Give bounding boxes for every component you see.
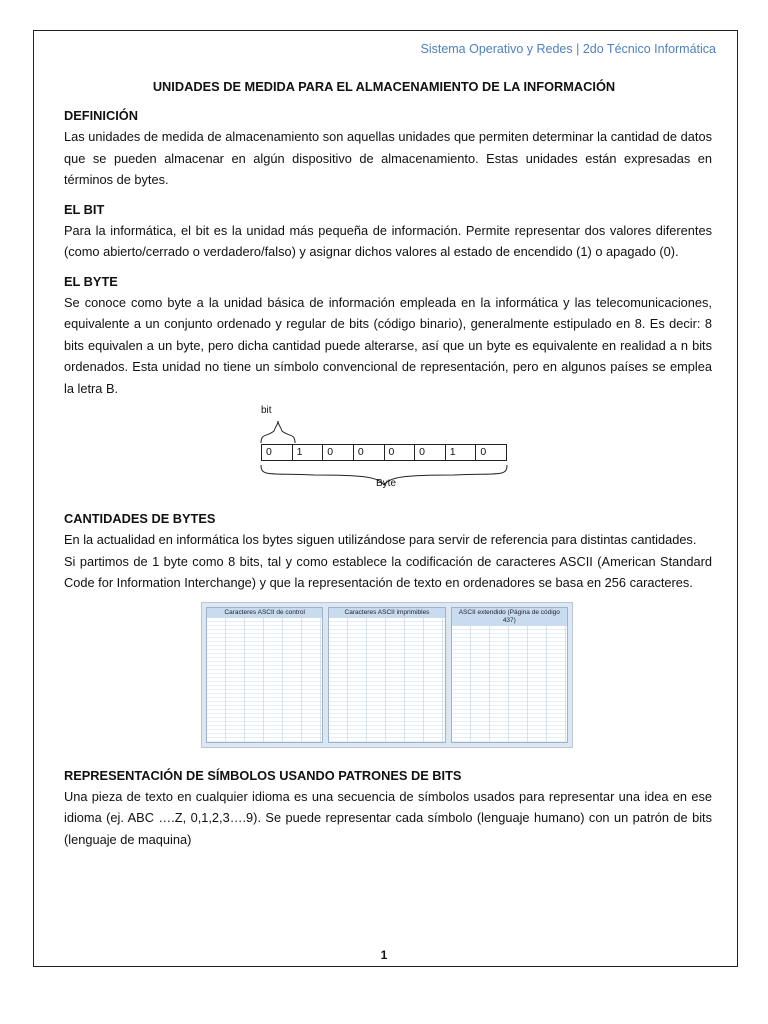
page-number: 1: [380, 948, 388, 962]
section-paragraph: Una pieza de texto en cualquier idioma es una secuencia de símbolos usados para representar una idea en ese idioma (ej. ABC ….Z, 0,1,2,3….9). Se puede representar cada símbolo (lenguaje humano) con un patrón de bits (lenguaje de maquina): [64, 788, 712, 847]
document-body: [64, 106, 712, 859]
section-paragraph: Para la informática, el bit es la unidad más pequeña de información. Permite representar dos valores diferentes (como abierto/cerrado o verdadero/falso) y asignar dichos valores al estado de encendido (1) o apagado (0).: [64, 222, 712, 259]
ascii-panel-title: ASCII extendido (Página de código 437): [452, 608, 567, 626]
bit-cell: 0: [323, 445, 354, 460]
section-heading: EL BYTE: [64, 273, 118, 289]
ascii-printable-panel: [328, 607, 445, 743]
ascii-panel-title: Caracteres ASCII de control: [207, 608, 322, 618]
page-header: Sistema Operativo y Redes | 2do Técnico Informática: [420, 42, 716, 56]
bit-cell: 1: [293, 445, 324, 460]
section-heading: DEFINICIÓN: [64, 108, 138, 123]
ascii-panel-title: Caracteres ASCII imprimibles: [329, 608, 444, 618]
section-cantidades: [64, 509, 712, 594]
section-heading: CANTIDADES DE BYTES: [64, 511, 216, 526]
section-bit: [64, 200, 712, 263]
bit-cell: 0: [262, 445, 293, 460]
byte-diagram: [64, 403, 712, 503]
ascii-rows: [452, 626, 567, 742]
ascii-control-panel: [206, 607, 323, 743]
ascii-table-image: [201, 602, 573, 748]
section-paragraph: Se conoce como byte a la unidad básica de información empleada en la informática y las telecomunicaciones, equivalente a un conjunto ordenado y regular de bits (código binario), generalmente estipulado en 8. Es decir: 8 bits equivalen a un byte, pero dicha cantidad puede alterarse, así que un byte es equivalente en realidad a n bits ordenados. Esta unidad no tiene un símbolo convencional de representación, pero en algunos países se emplea la letra B.: [64, 294, 712, 396]
section-paragraph: Si partimos de 1 byte como 8 bits, tal y como establece la codificación de caracteres ASCII (American Standard Code for Information Interchange) y que la representación de texto en ordenadores se basa en 256 caracteres.: [64, 553, 712, 590]
section-definicion: [64, 106, 712, 191]
ascii-rows: [207, 618, 322, 742]
bit-cell: 0: [385, 445, 416, 460]
bit-cell: 0: [354, 445, 385, 460]
ascii-extended-panel: [451, 607, 568, 743]
byte-label: Byte: [376, 478, 397, 489]
section-paragraph: En la actualidad en informática los bytes siguen utilizándose para servir de referencia para distintas cantidades.: [64, 532, 697, 547]
document-title: UNIDADES DE MEDIDA PARA EL ALMACENAMIENTO DE LA INFORMACIÓN: [152, 79, 616, 94]
section-heading: REPRESENTACIÓN DE SÍMBOLOS USANDO PATRONES DE BITS: [64, 767, 462, 783]
ascii-rows: [329, 618, 444, 742]
section-paragraph: Las unidades de medida de almacenamiento son aquellas unidades que permiten determinar la cantidad de datos que se pueden almacenar en algún dispositivo de almacenamiento. Estas unidades están expresadas en términos de bytes.: [64, 129, 712, 187]
bit-cell: 0: [480, 446, 487, 458]
section-heading: EL BIT: [64, 201, 105, 217]
bit-label: bit: [261, 405, 272, 416]
section-byte: [64, 272, 712, 400]
byte-cells: [261, 444, 507, 461]
bit-cell: 1: [446, 445, 477, 460]
bit-cell: 0: [415, 445, 446, 460]
section-representacion: [64, 766, 712, 851]
